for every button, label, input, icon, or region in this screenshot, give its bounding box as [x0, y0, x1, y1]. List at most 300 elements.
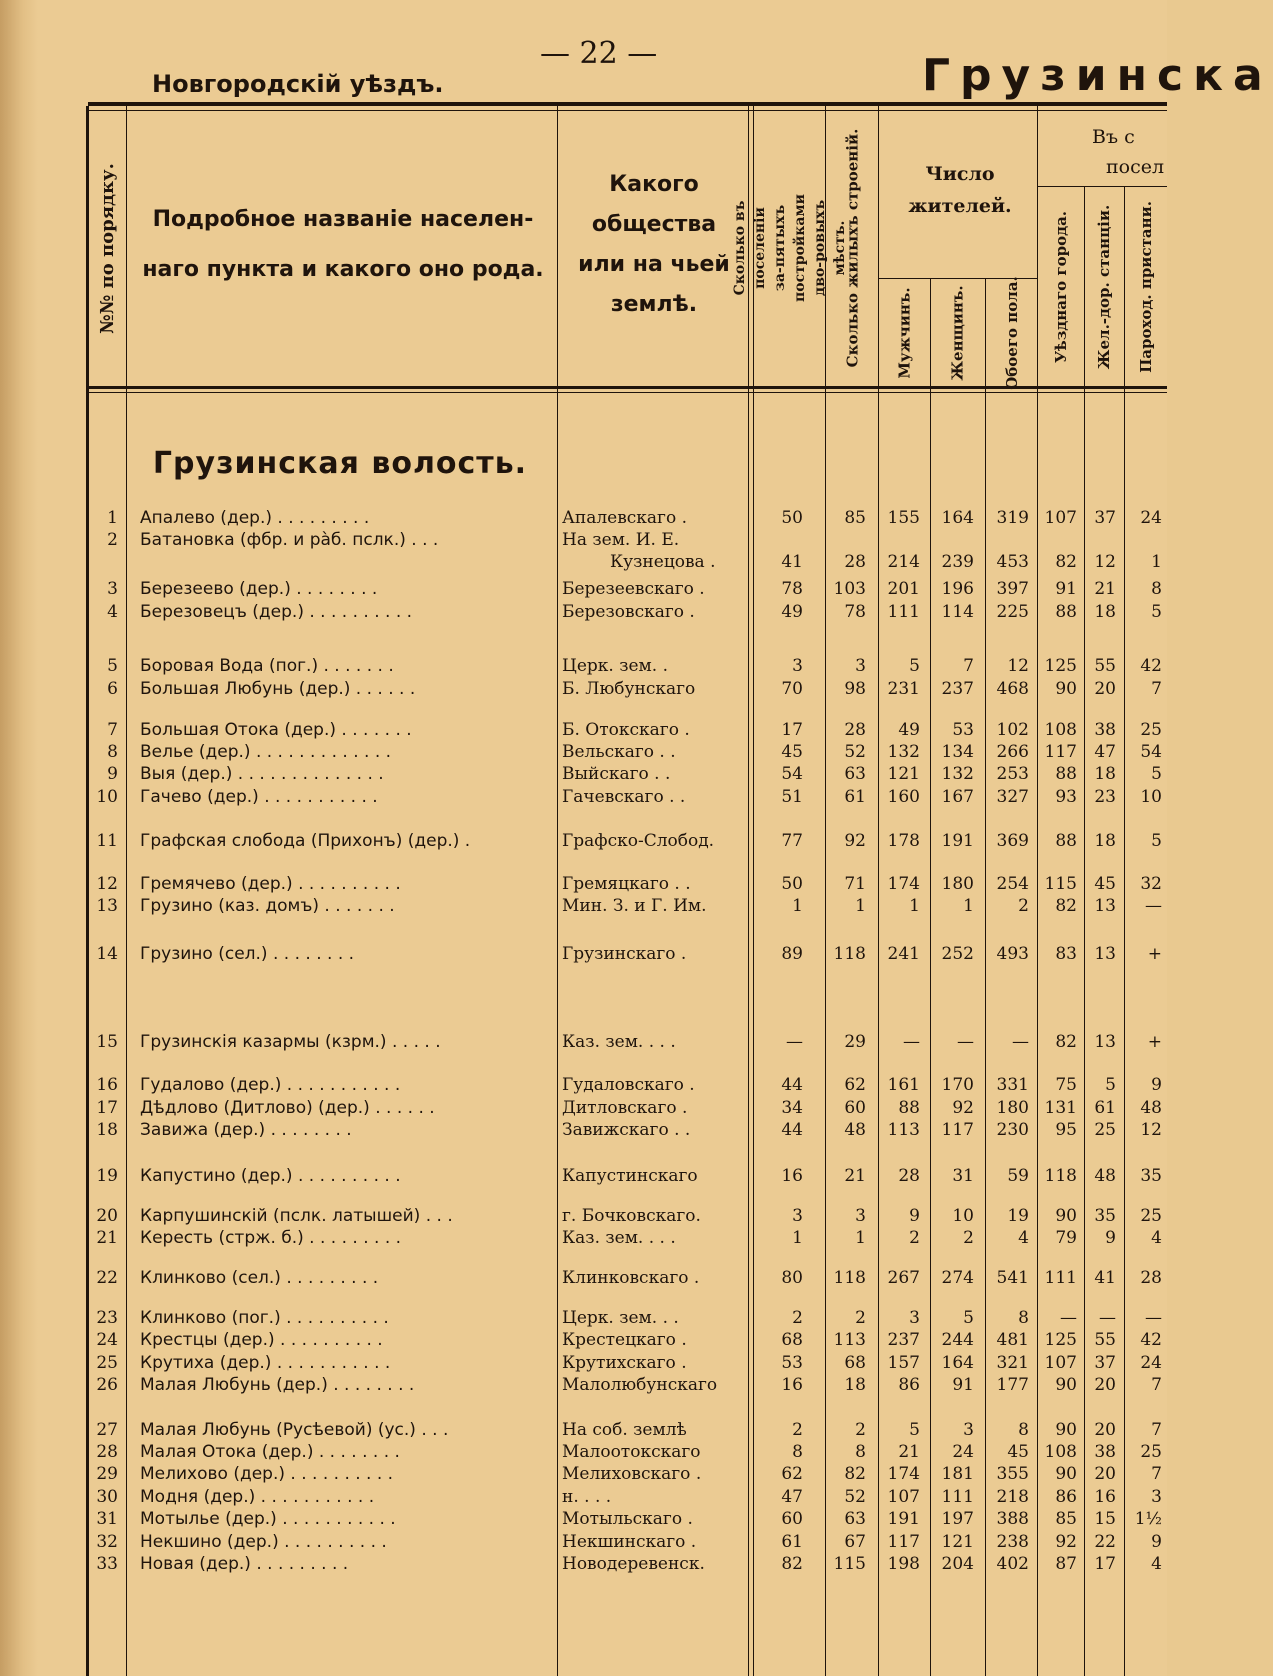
society-name: Грузинскаго .: [562, 944, 687, 964]
cell-women: 7: [963, 656, 974, 676]
cell-pier: 7: [1151, 1375, 1162, 1395]
cell-buildings: 3: [855, 656, 866, 676]
cell-men: 161: [887, 1075, 920, 1095]
cell-households: 16: [781, 1375, 803, 1395]
society-name: Церк. зем. . .: [562, 1308, 679, 1328]
cell-women: 191: [941, 831, 974, 851]
society-name: Мин. З. и Г. Им.: [562, 896, 707, 916]
settlement-name: Выя (дер.) . . . . . . . . . . . . . .: [140, 764, 384, 784]
cell-men: 214: [887, 552, 920, 572]
cell-town: 108: [1044, 1442, 1077, 1462]
cell-town: 88: [1055, 831, 1077, 851]
cell-households: 49: [781, 602, 803, 622]
row-number: 30: [96, 1487, 118, 1507]
cell-households: 68: [781, 1330, 803, 1350]
settlement-name: Батановка (фбр. и рàб. пслк.) . . .: [140, 530, 439, 550]
cell-women: 274: [941, 1268, 974, 1288]
cell-women: 164: [941, 508, 974, 528]
society-name: Некшинскаго .: [562, 1532, 697, 1552]
cell-pier: 1½: [1134, 1509, 1162, 1529]
cell-men: 28: [898, 1166, 920, 1186]
cell-buildings: 2: [855, 1308, 866, 1328]
society-name: Выйскаго . .: [562, 764, 671, 784]
cell-women: 180: [941, 874, 974, 894]
cell-pier: 1: [1151, 552, 1162, 572]
settlement-name: Новая (дер.) . . . . . . . . .: [140, 1554, 349, 1574]
society-name: Б. Отокскаго .: [562, 720, 690, 740]
row-number: 23: [96, 1308, 118, 1328]
cell-buildings: 62: [844, 1075, 866, 1095]
society-name: Гудаловскаго .: [562, 1075, 695, 1095]
cell-both: 369: [996, 831, 1029, 851]
cell-town: 86: [1055, 1487, 1077, 1507]
col-header-distance-line1: Въ с: [1092, 126, 1135, 148]
cell-buildings: 28: [844, 552, 866, 572]
cell-town: 88: [1055, 602, 1077, 622]
row-number: 6: [107, 679, 118, 699]
row-number: 11: [96, 831, 118, 851]
cell-men: 155: [887, 508, 920, 528]
header-bottom-rule-thin: [88, 392, 1167, 393]
cell-households: 53: [781, 1353, 803, 1373]
row-number: 21: [96, 1228, 118, 1248]
cell-women: 2: [963, 1228, 974, 1248]
cell-rail: 48: [1094, 1166, 1116, 1186]
cell-pier: 9: [1151, 1532, 1162, 1552]
col-header-buildings: Сколько жилыхъ строеній.: [843, 128, 862, 368]
society-name: На соб. землѣ: [562, 1420, 687, 1440]
society-name: Мелиховскаго .: [562, 1464, 702, 1484]
cell-rail: 21: [1094, 579, 1116, 599]
cell-rail: 45: [1094, 874, 1116, 894]
cell-buildings: 21: [844, 1166, 866, 1186]
cell-pier: 35: [1140, 1166, 1162, 1186]
cell-buildings: 63: [844, 1509, 866, 1529]
society-name: Березовскаго .: [562, 602, 695, 622]
row-number: 5: [107, 656, 118, 676]
cell-men: 178: [887, 831, 920, 851]
cell-pier: 48: [1140, 1098, 1162, 1118]
settlement-name: Гудалово (дер.) . . . . . . . . . . .: [140, 1075, 401, 1095]
col-rule-no: [126, 106, 127, 1676]
cell-rail: 55: [1094, 1330, 1116, 1350]
row-number: 1: [107, 508, 118, 528]
cell-households: 89: [781, 944, 803, 964]
cell-rail: 38: [1094, 720, 1116, 740]
district-title: Новгородскій уѣздъ.: [152, 70, 444, 98]
row-number: 10: [96, 787, 118, 807]
row-number: 28: [96, 1442, 118, 1462]
row-number: 14: [96, 944, 118, 964]
cell-both: 402: [996, 1554, 1029, 1574]
cell-households: 1: [792, 896, 803, 916]
cell-pier: 42: [1140, 1330, 1162, 1350]
cell-buildings: 103: [833, 579, 866, 599]
cell-buildings: 1: [855, 1228, 866, 1248]
cell-both: 102: [996, 720, 1029, 740]
cell-rail: 9: [1105, 1228, 1116, 1248]
row-number: 13: [96, 896, 118, 916]
cell-town: 115: [1044, 874, 1077, 894]
cell-buildings: 60: [844, 1098, 866, 1118]
settlement-name: Большая Отока (дер.) . . . . . . .: [140, 720, 412, 740]
cell-buildings: 52: [844, 742, 866, 762]
cell-town: 93: [1055, 787, 1077, 807]
cell-buildings: 29: [844, 1032, 866, 1052]
cell-households: —: [786, 1032, 803, 1052]
col-header-no: №№ по порядку.: [96, 162, 118, 334]
cell-rail: 13: [1094, 896, 1116, 916]
cell-women: 196: [941, 579, 974, 599]
row-number: 3: [107, 579, 118, 599]
cell-men: 113: [887, 1120, 920, 1140]
cell-town: 91: [1055, 579, 1077, 599]
cell-rail: 20: [1094, 1464, 1116, 1484]
cell-women: 117: [941, 1120, 974, 1140]
cell-women: 170: [941, 1075, 974, 1095]
society-name: Графско-Слобод.: [562, 831, 715, 851]
settlement-name: Мелихово (дер.) . . . . . . . . . .: [140, 1464, 394, 1484]
cell-both: 321: [996, 1353, 1029, 1373]
row-number: 22: [96, 1268, 118, 1288]
cell-households: 77: [781, 831, 803, 851]
book-binding-edge: [0, 0, 38, 1676]
society-name: н. . . .: [562, 1487, 612, 1507]
row-number: 15: [96, 1032, 118, 1052]
cell-pier: 5: [1151, 764, 1162, 784]
cell-both: 59: [1007, 1166, 1029, 1186]
society-name: Б. Любунскаго: [562, 679, 696, 699]
cell-buildings: 78: [844, 602, 866, 622]
cell-buildings: 48: [844, 1120, 866, 1140]
cell-rail: 15: [1094, 1509, 1116, 1529]
cell-households: 3: [792, 1206, 803, 1226]
cell-pier: 25: [1140, 1206, 1162, 1226]
cell-both: 253: [996, 764, 1029, 784]
cell-rail: 17: [1094, 1554, 1116, 1574]
cell-town: 90: [1055, 679, 1077, 699]
cell-pier: 5: [1151, 602, 1162, 622]
cell-rail: 13: [1094, 1032, 1116, 1052]
cell-buildings: 68: [844, 1353, 866, 1373]
cell-men: 157: [887, 1353, 920, 1373]
cell-rail: 13: [1094, 944, 1116, 964]
cell-buildings: 115: [833, 1554, 866, 1574]
settlement-name: Большая Любунь (дер.) . . . . . .: [140, 679, 416, 699]
cell-rail: 20: [1094, 1420, 1116, 1440]
cell-pier: 4: [1151, 1228, 1162, 1248]
cell-rail: 38: [1094, 1442, 1116, 1462]
society-name: г. Бочковскаго.: [562, 1206, 701, 1226]
cell-town: 92: [1055, 1532, 1077, 1552]
cell-pier: +: [1147, 944, 1162, 964]
volost-heading: Грузинска: [922, 50, 1273, 101]
cell-households: 60: [781, 1509, 803, 1529]
cell-buildings: 118: [833, 944, 866, 964]
cell-town: 90: [1055, 1206, 1077, 1226]
cell-buildings: 8: [855, 1442, 866, 1462]
cell-both: 12: [1007, 656, 1029, 676]
society-name: Капустинскаго: [562, 1166, 698, 1186]
cell-buildings: 3: [855, 1206, 866, 1226]
society-name: Гремяцкаго . .: [562, 874, 691, 894]
cell-both: 468: [996, 679, 1029, 699]
cell-households: 45: [781, 742, 803, 762]
distance-subrule: [1037, 186, 1167, 187]
cell-buildings: 2: [855, 1420, 866, 1440]
section-title: Грузинская волость.: [152, 446, 528, 481]
cell-women: 3: [963, 1420, 974, 1440]
cell-men: 9: [909, 1206, 920, 1226]
col-header-dist-rail: Жел.-дор. станціи.: [1095, 204, 1114, 370]
cell-town: 107: [1044, 1353, 1077, 1373]
cell-pier: 32: [1140, 874, 1162, 894]
cell-men: 1: [909, 896, 920, 916]
cell-households: 47: [781, 1487, 803, 1507]
cell-men: 198: [887, 1554, 920, 1574]
settlement-name: Некшино (дер.) . . . . . . . . . .: [140, 1532, 387, 1552]
cell-pier: +: [1147, 1032, 1162, 1052]
cell-town: 88: [1055, 764, 1077, 784]
cell-town: 131: [1044, 1098, 1077, 1118]
cell-rail: 18: [1094, 764, 1116, 784]
cell-men: 117: [887, 1532, 920, 1552]
cell-town: 75: [1055, 1075, 1077, 1095]
cell-buildings: 63: [844, 764, 866, 784]
cell-rail: 20: [1094, 679, 1116, 699]
cell-both: 388: [996, 1509, 1029, 1529]
col-header-both: Обоего пола.: [1002, 276, 1021, 390]
cell-women: 53: [952, 720, 974, 740]
cell-buildings: 52: [844, 1487, 866, 1507]
cell-town: 117: [1044, 742, 1077, 762]
col-header-households: Сколько въ поселеніи за-пятыхъ постройками дво-ровыхъ мѣстъ.: [731, 193, 848, 303]
cell-both: 254: [996, 874, 1029, 894]
cell-town: 111: [1044, 1268, 1077, 1288]
cell-pier: 7: [1151, 679, 1162, 699]
cell-town: 95: [1055, 1120, 1077, 1140]
col-header-distance-line2: посел: [1106, 156, 1165, 178]
cell-women: 132: [941, 764, 974, 784]
cell-women: 134: [941, 742, 974, 762]
society-name: Вельскаго . .: [562, 742, 676, 762]
cell-buildings: 118: [833, 1268, 866, 1288]
cell-both: 19: [1007, 1206, 1029, 1226]
cell-men: 237: [887, 1330, 920, 1350]
row-number: 17: [96, 1098, 118, 1118]
cell-town: 118: [1044, 1166, 1077, 1186]
cell-pier: 42: [1140, 656, 1162, 676]
cell-town: 85: [1055, 1509, 1077, 1529]
cell-men: 49: [898, 720, 920, 740]
cell-households: 62: [781, 1464, 803, 1484]
society-name: Дитловскаго .: [562, 1098, 688, 1118]
cell-men: 3: [909, 1308, 920, 1328]
cell-town: 90: [1055, 1375, 1077, 1395]
cell-buildings: 28: [844, 720, 866, 740]
cell-women: 204: [941, 1554, 974, 1574]
cell-women: 181: [941, 1464, 974, 1484]
cell-men: 191: [887, 1509, 920, 1529]
society-name: Гачевскаго . .: [562, 787, 686, 807]
cell-pier: 5: [1151, 831, 1162, 851]
cell-men: 107: [887, 1487, 920, 1507]
cell-men: 121: [887, 764, 920, 784]
cell-pier: 3: [1151, 1487, 1162, 1507]
cell-both: 453: [996, 552, 1029, 572]
cell-buildings: 85: [844, 508, 866, 528]
settlement-name: Грузино (сел.) . . . . . . . .: [140, 944, 355, 964]
row-number: 7: [107, 720, 118, 740]
cell-women: —: [957, 1032, 974, 1052]
cell-men: 174: [887, 874, 920, 894]
settlement-name: Гачево (дер.) . . . . . . . . . . .: [140, 787, 378, 807]
cell-buildings: 98: [844, 679, 866, 699]
cell-rail: 18: [1094, 831, 1116, 851]
settlement-name: Капустино (дер.) . . . . . . . . . .: [140, 1166, 401, 1186]
row-number: 2: [107, 530, 118, 550]
society-name: Крутихскаго .: [562, 1353, 687, 1373]
row-number: 33: [96, 1554, 118, 1574]
society-name: Крестецкаго .: [562, 1330, 687, 1350]
society-name: Мотыльскаго .: [562, 1509, 693, 1529]
cell-men: 21: [898, 1442, 920, 1462]
cell-rail: 37: [1094, 1353, 1116, 1373]
cell-buildings: 67: [844, 1532, 866, 1552]
cell-women: 10: [952, 1206, 974, 1226]
cell-women: 92: [952, 1098, 974, 1118]
cell-households: 44: [781, 1075, 803, 1095]
settlement-name: Малая Любунь (Русѣевой) (ус.) . . .: [140, 1420, 449, 1440]
society-name: Березеевскаго .: [562, 579, 705, 599]
cell-both: 266: [996, 742, 1029, 762]
settlement-name: Завижа (дер.) . . . . . . . .: [140, 1120, 352, 1140]
cell-households: 82: [781, 1554, 803, 1574]
col-header-dist-town: Уѣзднаго города.: [1052, 210, 1071, 364]
cell-town: 125: [1044, 656, 1077, 676]
col-header-inhabitants: Число жителей.: [908, 163, 1012, 217]
cell-women: 252: [941, 944, 974, 964]
cell-women: 164: [941, 1353, 974, 1373]
row-number: 27: [96, 1420, 118, 1440]
cell-both: 4: [1018, 1228, 1029, 1248]
cell-both: 481: [996, 1330, 1029, 1350]
society-name: Новодеревенск.: [562, 1554, 705, 1574]
cell-both: 319: [996, 508, 1029, 528]
cell-households: 61: [781, 1532, 803, 1552]
cell-men: 231: [887, 679, 920, 699]
cell-households: 51: [781, 787, 803, 807]
col-rule-name: [557, 106, 558, 1676]
cell-pier: 25: [1140, 1442, 1162, 1462]
settlement-name: Клинково (сел.) . . . . . . . . .: [140, 1268, 379, 1288]
cell-town: 82: [1055, 1032, 1077, 1052]
cell-town: 79: [1055, 1228, 1077, 1248]
cell-households: 8: [792, 1442, 803, 1462]
cell-buildings: 61: [844, 787, 866, 807]
settlement-name: Апалево (дер.) . . . . . . . . .: [140, 508, 370, 528]
cell-men: 86: [898, 1375, 920, 1395]
cell-pier: 8: [1151, 579, 1162, 599]
cell-men: 132: [887, 742, 920, 762]
cell-both: 238: [996, 1532, 1029, 1552]
cell-both: 8: [1018, 1420, 1029, 1440]
settlement-name: Березовецъ (дер.) . . . . . . . . . .: [140, 602, 413, 622]
society-name: На зем. И. Е.: [562, 530, 680, 550]
society-name: Каз. зем. . . .: [562, 1032, 676, 1052]
cell-both: 327: [996, 787, 1029, 807]
settlement-name: Березеево (дер.) . . . . . . . .: [140, 579, 378, 599]
settlement-name: Велье (дер.) . . . . . . . . . . . . .: [140, 742, 392, 762]
cell-rail: 5: [1105, 1075, 1116, 1095]
cell-buildings: 92: [844, 831, 866, 851]
cell-both: 541: [996, 1268, 1029, 1288]
cell-pier: 12: [1140, 1120, 1162, 1140]
settlement-name: Клинково (пог.) . . . . . . . . . .: [140, 1308, 389, 1328]
society-name: Церк. зем. .: [562, 656, 668, 676]
cell-households: 44: [781, 1120, 803, 1140]
cell-rail: 20: [1094, 1375, 1116, 1395]
top-rule: [88, 102, 1167, 106]
cell-town: 90: [1055, 1420, 1077, 1440]
cell-men: 88: [898, 1098, 920, 1118]
cell-buildings: 18: [844, 1375, 866, 1395]
row-number: 16: [96, 1075, 118, 1095]
cell-rail: 25: [1094, 1120, 1116, 1140]
col-header-society: Какого общества или на чьей землѣ.: [578, 172, 730, 317]
cell-women: 239: [941, 552, 974, 572]
cell-households: 2: [792, 1308, 803, 1328]
col-header-men: Мужчинъ.: [895, 287, 914, 379]
cell-rail: 16: [1094, 1487, 1116, 1507]
cell-buildings: 82: [844, 1464, 866, 1484]
cell-rail: 23: [1094, 787, 1116, 807]
cell-households: 3: [792, 656, 803, 676]
cell-town: —: [1060, 1308, 1077, 1328]
cell-men: 160: [887, 787, 920, 807]
row-number: 18: [96, 1120, 118, 1140]
cell-both: 225: [996, 602, 1029, 622]
cell-households: 54: [781, 764, 803, 784]
cell-households: 34: [781, 1098, 803, 1118]
cell-men: 111: [887, 602, 920, 622]
society-name: Завижскаго . .: [562, 1120, 691, 1140]
cell-women: 121: [941, 1532, 974, 1552]
cell-men: 174: [887, 1464, 920, 1484]
cell-households: 2: [792, 1420, 803, 1440]
cell-town: 83: [1055, 944, 1077, 964]
cell-households: 70: [781, 679, 803, 699]
cell-both: 230: [996, 1120, 1029, 1140]
cell-both: 355: [996, 1464, 1029, 1484]
cell-both: 8: [1018, 1308, 1029, 1328]
cell-rail: 35: [1094, 1206, 1116, 1226]
cell-rail: 18: [1094, 602, 1116, 622]
cell-women: 111: [941, 1487, 974, 1507]
settlement-name: Малая Отока (дер.) . . . . . . . .: [140, 1442, 400, 1462]
settlement-name: Кересть (стрж. б.) . . . . . . . . .: [140, 1228, 402, 1248]
cell-men: 5: [909, 656, 920, 676]
cell-women: 24: [952, 1442, 974, 1462]
cell-both: 2: [1018, 896, 1029, 916]
cell-both: 45: [1007, 1442, 1029, 1462]
cell-buildings: 71: [844, 874, 866, 894]
settlement-name: Крутиха (дер.) . . . . . . . . . . .: [140, 1353, 391, 1373]
cell-rail: 55: [1094, 656, 1116, 676]
cell-town: 125: [1044, 1330, 1077, 1350]
cell-households: 78: [781, 579, 803, 599]
cell-town: 108: [1044, 720, 1077, 740]
